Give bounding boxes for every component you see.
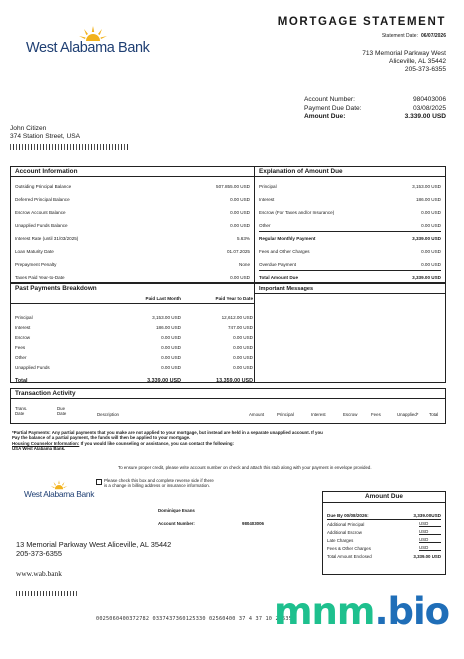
account-info-label: Interest Rate (until 31/03/2025) — [15, 236, 79, 241]
explanation-row — [259, 193, 441, 206]
explanation-value: 186.00 USD — [415, 197, 441, 202]
amount-due-value: 3.339.00 USD — [404, 113, 446, 121]
past-payments-panel — [11, 284, 255, 382]
notes-block — [12, 430, 446, 452]
account-info-row — [15, 219, 250, 232]
statement-title: MORTGAGE STATEMENT — [277, 16, 446, 28]
past-payment-label: Principal — [15, 314, 33, 320]
account-info-row — [15, 258, 250, 271]
explanation-value: 0.00 USD — [421, 222, 441, 228]
amount-due-box — [322, 491, 446, 575]
counselor-name-line — [12, 446, 446, 451]
account-number-row — [304, 96, 446, 105]
explanation-row — [259, 206, 441, 219]
past-payment-last-month: 0.00 USD — [161, 334, 181, 340]
statement-date-label: Statement Date: — [381, 33, 418, 39]
account-info-value: 507.855.00 USD — [216, 184, 250, 189]
stub-instruction: To ensure proper credit, please write account number on check and attach this stub along with your payment in envelope provided. — [118, 465, 372, 470]
col-amount: Amount — [249, 412, 265, 417]
return-address-line1: 13 Memorial Parkway West Aliceville, AL 35442 — [16, 540, 172, 549]
watermark-part1: mnm — [274, 590, 375, 633]
explanation-heading: Explanation of Amount Due — [255, 167, 445, 177]
stub-bank-name: West Alabama Bank — [24, 489, 95, 499]
account-information-heading: Account Information — [11, 167, 254, 177]
account-info-label: Unapplied Funds Balance — [15, 223, 68, 228]
col-trans-label: Trans. — [15, 406, 28, 411]
past-payment-ytd: 0.00 USD — [233, 334, 253, 340]
past-payment-row — [11, 342, 254, 352]
customer-street: 374 Station Street, USA — [10, 133, 81, 141]
explanation-value: 0.00 USD — [421, 249, 441, 254]
past-payment-last-month: 0.00 USD — [161, 344, 181, 350]
past-payment-ytd: 0.00 USD — [233, 364, 253, 370]
address-change-checkbox[interactable] — [96, 479, 102, 485]
account-information-panel — [11, 167, 255, 282]
explanation-row — [259, 232, 441, 245]
bank-name: West Alabama Bank — [26, 40, 150, 56]
past-payment-label: Escrow — [15, 334, 31, 340]
account-info-box — [10, 166, 446, 283]
explanation-label: Overdue Payment — [259, 261, 297, 267]
col-trans-date — [15, 406, 27, 417]
past-payment-row — [11, 352, 254, 362]
col-due-date-label: Date — [57, 411, 67, 417]
account-info-label: Taxes Paid Year-to-Date — [15, 275, 65, 280]
amount-due-label: Amount Due: — [304, 113, 346, 121]
due-by-value: 3,339.00USD — [413, 513, 441, 518]
bank-address — [362, 50, 446, 75]
past-payment-row — [11, 362, 254, 372]
col-due-date — [57, 406, 66, 417]
partial-payments-label: *Partial Payments: — [12, 430, 51, 435]
stub-account-label: Account Number: — [158, 521, 195, 526]
past-payment-label: Unapplied Funds — [15, 364, 50, 370]
statement-date-value: 06/07/2026 — [420, 33, 446, 39]
col-escrow: Escrow — [343, 412, 358, 417]
amount-due-entry-label: Fees & Other Charges — [327, 545, 371, 551]
paid-last-month-header: Paid Last Month — [145, 296, 181, 301]
address-change-text — [104, 478, 214, 489]
explanation-row — [259, 245, 441, 258]
col-interest: Interest — [311, 412, 326, 417]
partial-payments-text-2: Pay the balance of a partial payment, the funds will then be applied to your mortgage. — [12, 435, 191, 441]
statement-date — [382, 33, 446, 39]
past-payments-heading: Past Payments Breakdown — [15, 285, 97, 292]
explanation-row — [259, 258, 441, 271]
explanation-value: 0.00 USD — [421, 261, 441, 267]
past-payment-last-month: 3,153.00 USD — [152, 314, 181, 320]
amount-due-entry-label: Additional Escrow — [327, 529, 362, 535]
explanation-label: Principal — [259, 184, 277, 189]
watermark-part2: .bio — [374, 590, 450, 633]
return-address-line2: 205-373-6355 — [16, 549, 63, 559]
total-last-month: 3,339.00 USD — [147, 378, 181, 384]
col-description: Description — [97, 412, 119, 417]
due-by-row — [327, 512, 441, 520]
bank-website[interactable]: www.wab.bank — [16, 569, 62, 578]
address-change-text-2: is a change in billing address or insurance information. — [104, 483, 210, 489]
amount-due-entry-field[interactable]: USD — [419, 537, 441, 543]
account-info-value: 0.00 USD — [230, 223, 250, 228]
past-payment-label: Fees — [15, 344, 26, 350]
counselor-label: Housing Counselor Information: — [12, 440, 80, 446]
explanation-panel — [255, 167, 445, 282]
account-info-label: Loan Maturity Date — [15, 249, 54, 254]
account-info-value: 0.00 USD — [230, 210, 250, 215]
payer-name: Dominique Evans — [158, 508, 195, 513]
due-date-value: 03/08/2025 — [412, 104, 446, 112]
bank-address-line2: Aliceville, AL 35442 — [389, 58, 446, 66]
total-label: Total — [15, 378, 28, 384]
past-payment-last-month: 0.00 USD — [161, 354, 181, 360]
return-address — [16, 540, 171, 559]
past-payment-ytd: 12,612.00 USD — [221, 314, 253, 320]
col-due-label: Due — [57, 406, 66, 411]
account-info-value: 01.07.2025 — [227, 249, 250, 254]
partial-payments-text: Any partial payments that you make are not applied to your mortgage, but instead are held in a separate unapplied account. If you — [51, 430, 323, 435]
important-messages-heading: Important Messages — [255, 284, 445, 294]
amount-due-entry-field[interactable]: USD — [419, 545, 441, 551]
account-info-row — [15, 206, 250, 219]
amount-due-entry-row — [323, 528, 445, 536]
amount-due-entry-label: Additional Principal — [327, 521, 365, 527]
amount-due-entry-field[interactable]: USD — [419, 529, 441, 535]
col-principal: Principal — [277, 412, 294, 417]
past-payment-row — [11, 332, 254, 342]
past-payment-ytd: 0.00 USD — [233, 354, 253, 360]
transaction-activity-box — [10, 388, 446, 424]
past-payment-last-month: 0.00 USD — [161, 364, 181, 370]
explanation-label: Total Amount Due — [259, 275, 299, 280]
explanation-value: 0.00 USD — [421, 210, 441, 215]
amount-due-box-heading: Amount Due — [323, 492, 445, 503]
explanation-row — [259, 219, 441, 232]
account-number-value: 980403006 — [412, 96, 446, 103]
counselor-text: If you would like counseling or assistance, you can contact the following: — [80, 440, 235, 446]
amount-due-entry-field[interactable]: USD — [419, 521, 441, 527]
past-payment-last-month: 186.00 USD — [155, 324, 181, 330]
due-date-row — [304, 105, 446, 114]
transaction-activity-heading: Transaction Activity — [11, 389, 445, 399]
explanation-row — [259, 180, 441, 193]
past-payments-total-row — [11, 376, 254, 386]
amount-enclosed-label: Total Amount Enclosed — [327, 553, 372, 559]
account-info-label: Deferred Principal Balance — [15, 197, 70, 202]
past-payments-box — [10, 283, 446, 383]
explanation-value: 3,153.00 USD — [412, 184, 441, 189]
past-payment-row — [11, 322, 254, 332]
explanation-value: 3,339.00 USD — [412, 236, 441, 241]
explanation-label: Regular Monthly Payment — [259, 236, 316, 241]
bank-address-line1: 713 Memorial Parkway West — [362, 50, 446, 57]
important-messages-panel — [255, 284, 445, 382]
past-payment-row — [11, 312, 254, 322]
account-info-row — [15, 193, 250, 206]
account-info-row — [15, 180, 250, 193]
past-payment-label: Other — [15, 354, 27, 360]
account-info-row — [15, 245, 250, 258]
account-info-label: Prepayment Penalty — [15, 262, 57, 267]
customer-name: John Citizen — [10, 125, 47, 132]
past-payment-label: Interest — [15, 324, 31, 330]
signature-scribble — [16, 591, 78, 596]
stub-account-number: 980403006 — [242, 521, 264, 526]
account-summary — [304, 96, 446, 122]
amount-due-entry-row — [323, 544, 445, 552]
account-info-value: None — [239, 262, 250, 267]
explanation-rows — [255, 177, 445, 284]
col-fees: Fees — [371, 412, 381, 417]
amount-due-entry-label: Late Charges — [327, 537, 354, 543]
past-payments-rows — [11, 304, 254, 372]
account-information-rows — [11, 177, 254, 284]
col-trans-date-label: Date — [15, 411, 25, 417]
col-total: Total — [429, 412, 439, 417]
account-info-label: Escrow Account Balance — [15, 210, 66, 215]
counselor-name: USA West Alabama Bank. — [12, 446, 66, 452]
amount-due-entry-row — [323, 536, 445, 544]
amount-due-entry-row — [323, 520, 445, 528]
account-info-value: 5.63% — [236, 236, 250, 241]
watermark-logo — [274, 590, 449, 633]
bank-phone: 205-373-6355 — [404, 66, 446, 74]
explanation-label: Fees and Other Charges — [259, 249, 310, 254]
col-unapplied: Unapplied* — [397, 412, 419, 417]
bank-logo — [26, 26, 176, 66]
account-number-label: Account Number: — [304, 96, 355, 103]
past-payments-header-row — [11, 294, 254, 304]
amount-enclosed-row — [323, 552, 445, 560]
barcode-scribble — [10, 144, 128, 150]
amount-enclosed-value: 3,339.00 USD — [413, 553, 441, 559]
paid-ytd-header: Paid Year to Date — [215, 296, 253, 301]
account-info-label: Outsiding Principal Balance — [15, 184, 72, 189]
address-change-text-1: Please check this box and complete reverse side if there — [104, 478, 214, 483]
explanation-label: Interest — [259, 197, 275, 202]
amount-due-row — [304, 113, 446, 122]
past-payments-table — [11, 294, 254, 386]
account-info-value: 0.00 USD — [230, 275, 250, 280]
due-by-label: Due By 00/08/2026: — [327, 513, 369, 518]
past-payment-ytd: 747.00 USD — [227, 324, 253, 330]
micr-line: 0025060400372782 0337437360125330 02560400 37 4 37 10 235353 — [96, 616, 296, 622]
customer-address — [10, 125, 128, 150]
total-ytd: 13,359.00 USD — [216, 378, 253, 384]
account-info-row — [15, 232, 250, 245]
amount-due-entry-rows — [323, 520, 445, 552]
past-payment-ytd: 0.00 USD — [233, 344, 253, 350]
explanation-value: 3,339.00 USD — [412, 275, 441, 280]
account-info-value: 0.00 USD — [230, 197, 250, 202]
explanation-label: Other — [259, 222, 271, 228]
explanation-label: Escrow (For Taxes and/or Insurance) — [259, 210, 335, 215]
due-date-label: Payment Due Date: — [304, 104, 362, 112]
